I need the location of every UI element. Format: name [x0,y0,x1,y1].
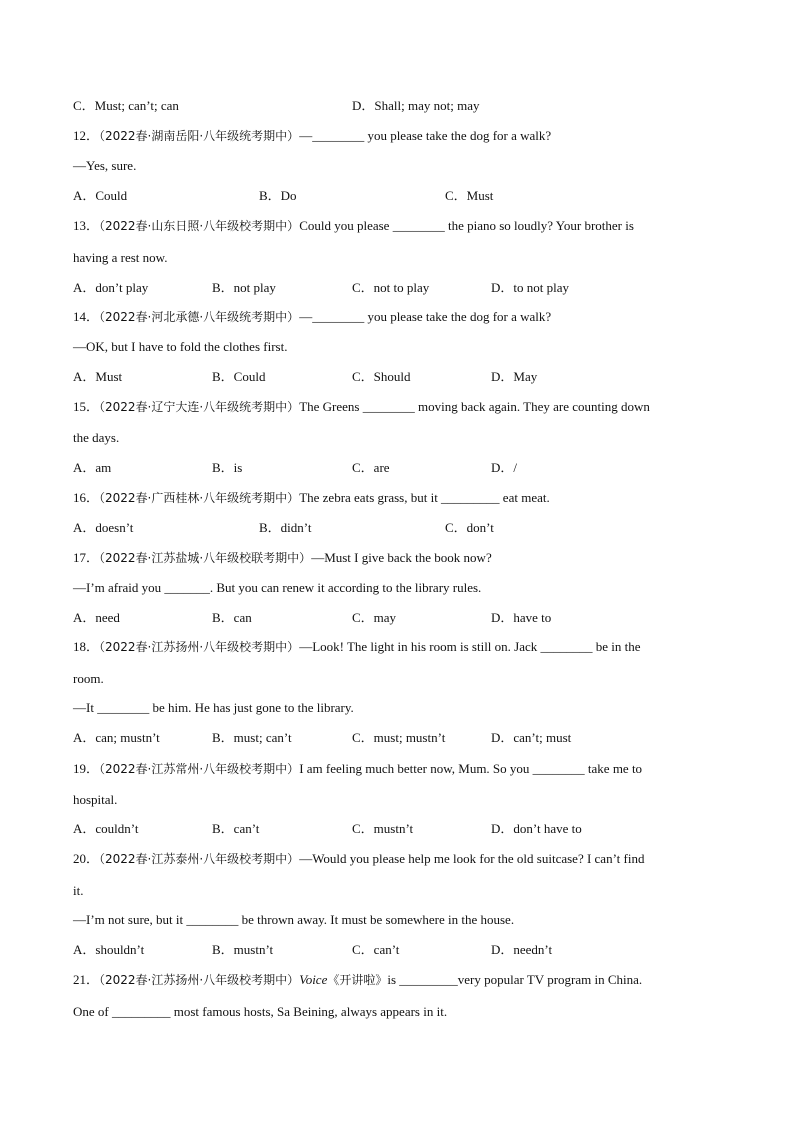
question-number: 14． [73,309,100,324]
option-a[interactable]: A．Could [73,188,128,203]
question-source: （2022春·江苏盐城·八年级校联考期中） [99,551,312,565]
question-14-line: —OK, but I have to fold the clothes first. [73,339,288,354]
option-a[interactable]: A．don’t play [73,280,149,295]
option-d[interactable]: D．Shall; may not; may [352,98,480,113]
question-20-line: —I’m not sure, but it ________ be thrown away. It must be somewhere in the house. [73,912,515,927]
question-text: —Must I give back the book now? [311,550,492,565]
question-15-line: the days. [73,430,120,445]
option-d[interactable]: D．have to [491,610,552,625]
option-d[interactable]: D．don’t have to [491,821,582,836]
question-text: —________ you please take the dog for a walk? [299,128,552,143]
option-d[interactable]: D．can’t; must [491,730,572,745]
option-a[interactable]: A．couldn’t [73,821,139,836]
option-b[interactable]: B．can [212,610,252,625]
program-name: Voice [299,972,328,987]
question-17-stem [73,549,740,567]
question-20-line: it. [73,883,84,898]
question-number: 12． [73,128,100,143]
option-a[interactable]: A．can; mustn’t [73,730,160,745]
option-c[interactable]: C．not to play [352,280,430,295]
question-text: The Greens ________ moving back again. They are counting down [299,399,650,414]
option-a[interactable]: A．Must [73,369,123,384]
option-c[interactable]: C．must; mustn’t [352,730,446,745]
option-a[interactable]: A．shouldn’t [73,942,145,957]
question-number: 16． [73,490,100,505]
question-text: The zebra eats grass, but it _________ eat meat. [299,490,550,505]
option-b[interactable]: B．Do [259,188,297,203]
option-d[interactable]: D．needn’t [491,942,553,957]
question-18-stem [73,638,740,656]
program-title-cn: 《开讲啦》 [327,973,388,987]
question-text: is _________very popular TV program in China. [387,972,643,987]
question-19-line: hospital. [73,792,118,807]
question-18-line: —It ________ be him. He has just gone to the library. [73,700,354,715]
question-12-stem [73,127,740,145]
option-b[interactable]: B．Could [212,369,266,384]
question-18-line: room. [73,671,104,686]
option-a[interactable]: A．am [73,460,112,475]
question-source: （2022春·广西桂林·八年级统考期中） [99,491,300,505]
option-b[interactable]: B．didn’t [259,520,312,535]
option-a[interactable]: A．need [73,610,120,625]
question-20-stem [73,850,740,868]
option-c[interactable]: C．can’t [352,942,400,957]
question-number: 17． [73,550,100,565]
option-c[interactable]: C．Should [352,369,411,384]
option-d[interactable]: D．May [491,369,538,384]
question-17-line: —I’m afraid you _______. But you can renew it according to the library rules. [73,580,482,595]
question-number: 20． [73,851,100,866]
option-c[interactable]: C．may [352,610,397,625]
question-21-line: One of _________ most famous hosts, Sa Beining, always appears in it. [73,1004,448,1019]
question-source: （2022春·江苏扬州·八年级校考期中） [99,973,300,987]
question-16-stem [73,489,740,507]
option-c[interactable]: C．don’t [445,520,494,535]
question-13-stem [73,217,740,235]
question-12-line: —Yes, sure. [73,158,137,173]
option-b[interactable]: B．mustn’t [212,942,274,957]
question-source: （2022春·江苏泰州·八年级校考期中） [99,852,300,866]
question-source: （2022春·江苏扬州·八年级校考期中） [99,640,300,654]
question-text: —Look! The light in his room is still on. Jack ________ be in the [299,639,641,654]
question-source: （2022春·湖南岳阳·八年级统考期中） [99,129,300,143]
option-d[interactable]: D．to not play [491,280,569,295]
option-a[interactable]: A．doesn’t [73,520,134,535]
question-source: （2022春·江苏常州·八年级校考期中） [99,762,300,776]
question-number: 18． [73,639,100,654]
option-b[interactable]: B．must; can’t [212,730,292,745]
question-text: Could you please ________ the piano so loudly? Your brother is [299,218,634,233]
question-number: 15． [73,399,100,414]
question-source: （2022春·辽宁大连·八年级统考期中） [99,400,300,414]
question-number: 13． [73,218,100,233]
question-13-line: having a rest now. [73,250,168,265]
option-b[interactable]: B．can’t [212,821,260,836]
option-c[interactable]: C．mustn’t [352,821,414,836]
question-15-stem [73,398,740,416]
question-text: —________ you please take the dog for a walk? [299,309,552,324]
question-14-stem [73,308,740,326]
question-source: （2022春·河北承德·八年级统考期中） [99,310,300,324]
question-number: 19． [73,761,100,776]
question-text: I am feeling much better now, Mum. So you ________ take me to [299,761,643,776]
option-b[interactable]: B．is [212,460,243,475]
option-c[interactable]: C．are [352,460,390,475]
question-text: —Would you please help me look for the old suitcase? I can’t find [299,851,645,866]
question-number: 21． [73,972,100,987]
question-source: （2022春·山东日照·八年级校考期中） [99,219,300,233]
question-19-stem [73,760,740,778]
question-21-stem [73,971,740,989]
option-c[interactable]: C．Must; can’t; can [73,98,179,113]
option-d[interactable]: D．/ [491,460,518,475]
option-c[interactable]: C．Must [445,188,494,203]
option-b[interactable]: B．not play [212,280,276,295]
